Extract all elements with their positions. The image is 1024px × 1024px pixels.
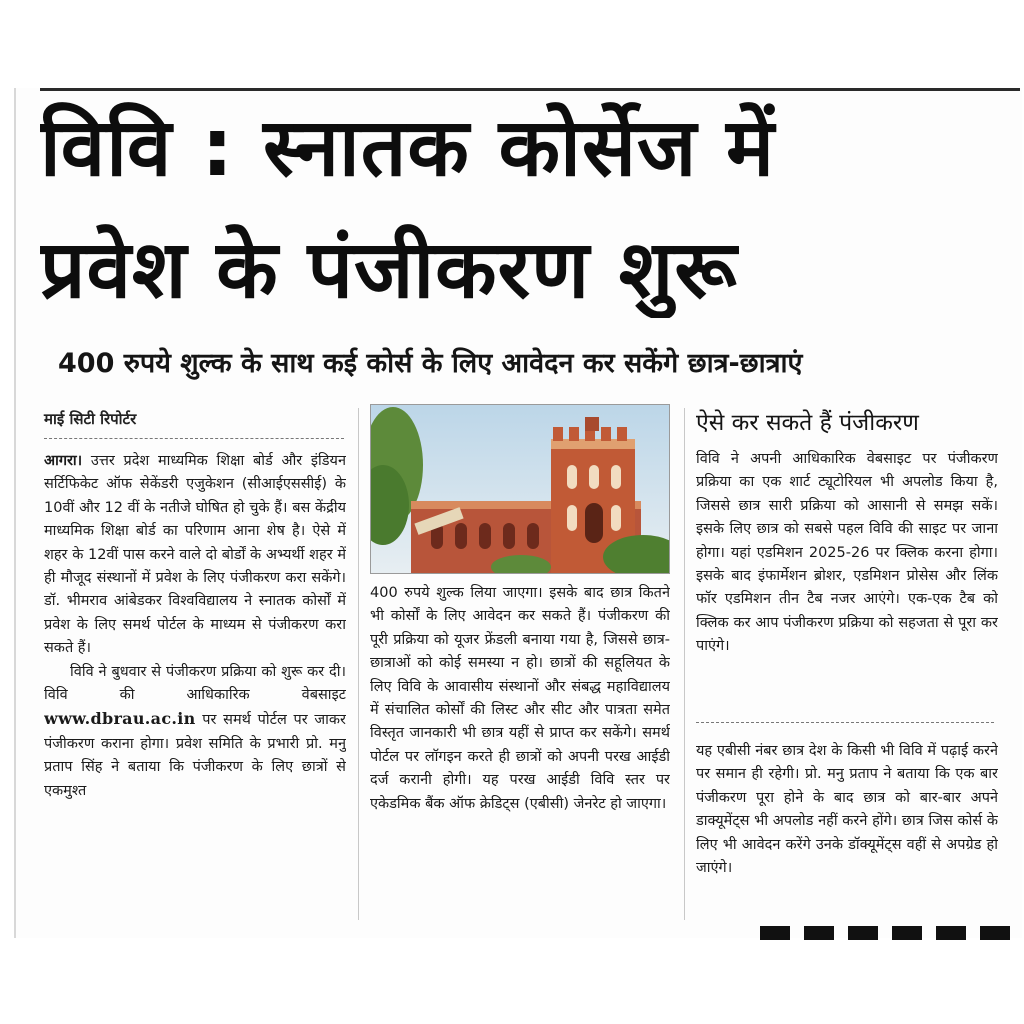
byline: माई सिटी रिपोर्टर: [44, 410, 137, 428]
dateline: आगरा।: [44, 453, 83, 469]
subheadline: 400 रुपये शुल्क के साथ कई कोर्स के लिए आवेदन कर सकेंगे छात्र-छात्राएं: [58, 348, 803, 379]
column-2-text: 400 रुपये शुल्क लिया जाएगा। इसके बाद छात्र कितने भी कोर्सों के लिए आवेदन कर सकते हैं। पंजीकरण की पूरी प्रक्रिया को यूजर फ्रेंडली बनाया गया है, जिससे छात्र-छात्राओं को कोई समस्या न हो। छात्रों की सहूलियत के लिए विवि के आवासीय संस्थानों और संबद्ध महाविद्यालय में संचालित कोर्सों की लिस्ट और सीट और पात्रता समेत विस्तृत जानकारी भी छात्र यहीं से प्राप्त कर सकेंगे। समर्थ पोर्टल पर लॉगइन करते ही छात्रों को अपनी परख आईडी दर्ज करानी होगी। यह परख आईडी विवि स्तर पर एकेडमिक बैंक ऑफ क्रेडिट्स (एबीसी) जेनरेट हो जाएगा।: [370, 585, 670, 812]
article-column-3: [696, 740, 998, 920]
column-divider-1: [358, 408, 359, 920]
paragraph-2-text-a: विवि ने बुधवार से पंजीकरण प्रक्रिया को शुरू कर दी। विवि की आधिकारिक वेबसाइट: [44, 663, 346, 704]
column-3-text: यह एबीसी नंबर छात्र देश के किसी भी विवि में पढ़ाई करने पर समान ही रहेगी। प्रो. मनु प्रताप ने बताया कि एक बार पंजीकरण पूरा होने के बाद छात्र को बार-बार अपने डाक्यूमेंट्स भी अपलोड नहीं करने होंगे। छात्र जिस कोर्स के लिए भी आवेदन करेंगे उनके डॉक्यूमेंट्स वहीं से अपग्रेड हो जाएंगे।: [696, 743, 998, 877]
headline-line-1: विवि : स्नातक कोर्सेज में: [40, 101, 775, 194]
page-margin-bottom: [0, 940, 1024, 1024]
top-rule: [40, 88, 1020, 91]
column-divider-2: [684, 408, 685, 920]
article-column-1: [44, 450, 346, 920]
website-url: www.dbrau.ac.in: [44, 709, 196, 729]
paragraph-2: [44, 661, 346, 803]
sidebar-box-body: [696, 448, 998, 716]
paragraph-2-text-b: पर समर्थ पोर्टल पर जाकर पंजीकरण कराना होगा। प्रवेश समिति के प्रभारी प्रो. मनु प्रताप सिंह ने बताया कि पंजीकरण के लिए छात्रों से एकमुश्त: [44, 712, 346, 799]
next-article-headline-fragment: [760, 926, 1020, 940]
sidebar-box-divider: [696, 722, 994, 723]
sidebar-box-text: विवि ने अपनी आधिकारिक वेबसाइट पर पंजीकरण प्रक्रिया का एक शार्ट ट्यूटोरियल भी अपलोड किया है, जिससे छात्र सारी प्रक्रिया को आसानी से समझ सकें। इसके लिए छात्र को सबसे पहल विवि की साइट पर जाना होगा। यहां एडमिशन 2025-26 पर क्लिक करना होगा। इसके बाद इंफार्मेशन ब्रोशर, एडमिशन प्रोसेस और लिंक फॉर एडमिशन तीन टैब नजर आएंगे। एक-एक टैब को क्लिक कर आप पंजीकरण प्रक्रिया को सहजता से पूरा कर पाएंगे।: [696, 451, 998, 655]
byline-rule: [44, 438, 344, 439]
paragraph-1-text: उत्तर प्रदेश माध्यमिक शिक्षा बोर्ड और इंडियन सर्टिफिकेट ऑफ सेकेंडरी एजुकेशन (सीआईएससीई) के 10वीं और 12 वीं के नतीजे घोषित हो चुके हैं। बस केंद्रीय माध्यमिक शिक्षा बोर्ड का परिणाम आना शेष है। ऐसे में शहर के 12वीं पास करने वाले दो बोर्डों के अभ्यर्थी शहर में ही मौजूद संस्थानों में प्रवेश के लिए पंजीकरण करा सकेंगे। डॉ. भीमराव आंबेडकर विश्वविद्यालय ने स्नातक कोर्सों में प्रवेश के लिए समर्थ पोर्टल के माध्यम से पंजीकरण करा सकते हैं।: [44, 453, 346, 657]
article-column-2: [370, 582, 670, 922]
university-building-photo: [370, 404, 670, 574]
paragraph-1: [44, 450, 346, 661]
headline-line-2: प्रवेश के पंजीकरण शुरू: [40, 223, 738, 316]
university-building-icon: [371, 405, 669, 573]
sidebar-box-title: ऐसे कर सकते हैं पंजीकरण: [696, 410, 919, 436]
